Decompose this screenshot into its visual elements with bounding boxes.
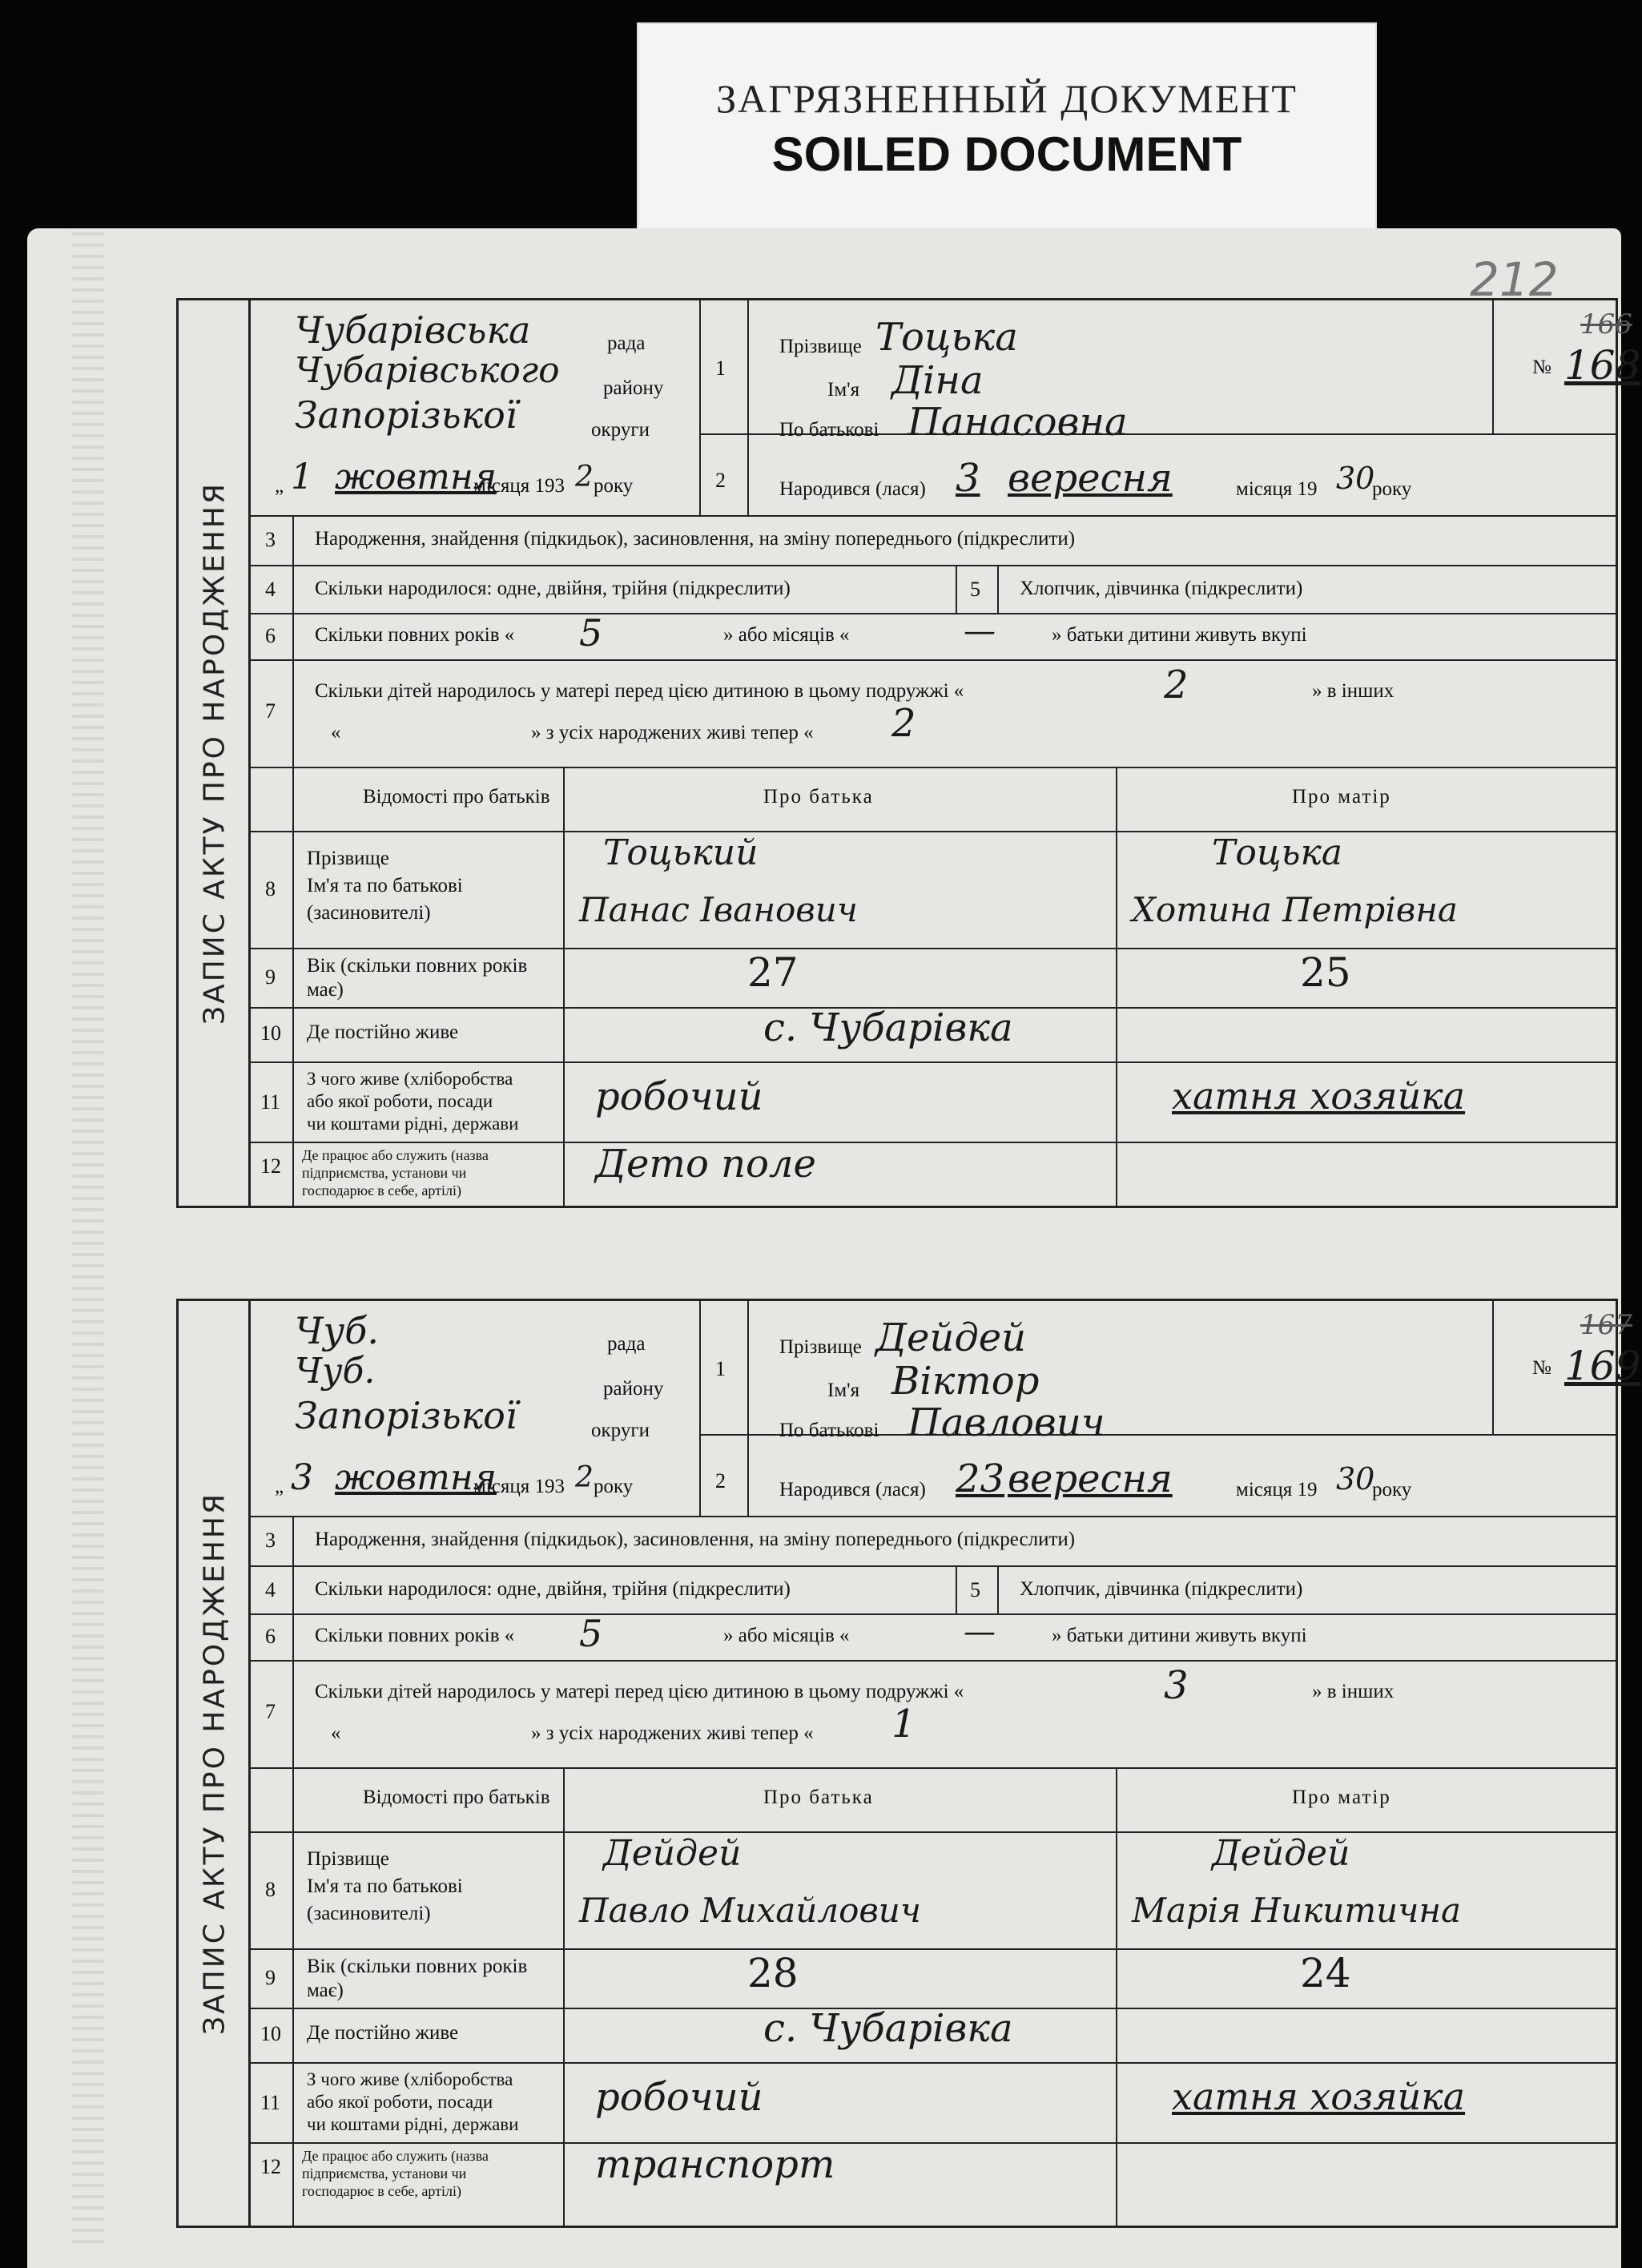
patronymic-label: По батькові [779,419,879,441]
okruga-value: Запорізької [295,1394,517,1437]
row8-label: Прізвище Ім'я та по батькові (засиновителі) [307,1848,463,1924]
parents-header: Відомості про батьків [363,1787,550,1808]
birth-year-value: 30 [1336,461,1375,496]
soiled-document-stamp [637,22,1377,236]
months-together-value: — [964,1613,996,1650]
record-number-value: 169 [1564,1343,1641,1389]
name-label: Ім'я [827,1380,860,1401]
row7-label-a: Скільки дітей народилось у матері перед цією дитиною в цьому подружжі « [315,1681,964,1702]
record-number-crossed: 167 [1580,1309,1632,1341]
father-header: Про батька [763,1787,874,1808]
reg-year-label: року [594,475,634,497]
mother-age-value: 24 [1300,1950,1351,1996]
row-num-7: 7 [265,1700,276,1723]
stamp-text-en: SOILED DOCUMENT [771,127,1242,181]
row8-label: Прізвище Ім'я та по батькові (засиновителі) [307,848,463,924]
row3-label: Народження, знайдення (підкидьок), засиновлення, на зміну попереднього (підкреслити) [315,1529,1076,1550]
name-label: Ім'я [827,379,860,401]
born-month-label: місяця 19 [1236,478,1318,500]
father-header: Про батька [763,786,874,808]
row-num-6: 6 [265,624,276,647]
side-title-box [176,1299,251,2228]
born-year-label: року [1372,1479,1412,1501]
father-surname-value: Дейдей [603,1833,742,1874]
mother-age-value: 25 [1300,949,1351,996]
father-occupation-value: робочий [595,2075,763,2120]
row7-label-a: Скільки дітей народилось у матері перед цією дитиною в цьому подружжі « [315,680,964,702]
mother-header: Про матір [1292,1787,1391,1808]
row-num-5: 5 [970,578,980,601]
row-num-2: 2 [715,469,726,492]
born-label: Народився (лася) [779,478,926,500]
birth-month-value: вересня [1008,1456,1173,1501]
father-surname-value: Тоцький [603,832,759,873]
side-title: ЗАПИС АКТУ ПРО НАРОДЖЕННЯ [198,481,231,1025]
rayon-value: Чубарівського [295,350,560,391]
mother-surname-value: Дейдей [1212,1833,1350,1874]
row7-label-b: » в інших [1312,1681,1394,1702]
okruga-value: Запорізької [295,393,517,437]
parents-header: Відомості про батьків [363,786,550,808]
record-number-label: № [1532,1357,1551,1379]
row7-label-d: » з усіх народжених живі тепер « [531,722,814,743]
mother-name-value: Хотина Петрівна [1132,890,1458,929]
row7-label-b: » в інших [1312,680,1394,702]
row-num-6: 6 [265,1625,276,1648]
row-num-3: 3 [265,528,276,551]
reg-date-open: „ [275,475,284,497]
mother-occupation-value: хатня хозяйка [1172,2075,1466,2118]
reg-month-value: жовтня [335,457,497,498]
row-num-1: 1 [715,1357,726,1380]
row-num-9: 9 [265,965,276,989]
rada-value: Чубарівська [295,308,531,352]
workplace-value: Дето поле [595,1142,816,1186]
patronymic-label: По батькові [779,1420,879,1441]
father-name-value: Павло Михайлович [579,1891,921,1930]
okruga-label: округи [591,419,650,441]
rayon-label: району [603,1378,664,1400]
row11-label: З чого живе (хліборобства або якої роботи, посади чи коштами рідні, держави [307,1069,519,1134]
rayon-label: району [603,377,664,399]
father-age-value: 27 [747,949,799,996]
row6-label-b: » або місяців « [723,624,850,646]
reg-day-value: 1 [291,457,313,498]
mother-name-value: Марія Никитична [1132,1891,1462,1930]
row7-label-d: » з усіх народжених живі тепер « [531,1722,814,1744]
row-num-11: 11 [260,1090,281,1114]
rada-value: Чуб. [295,1309,379,1352]
years-together-value: 5 [579,1612,603,1655]
reg-year-value: 2 [575,1461,594,1494]
row9-label: Вік (скільки повних років має) [307,1956,528,2001]
side-title: ЗАПИС АКТУ ПРО НАРОДЖЕННЯ [198,1492,231,2035]
row7-label-c: « [331,722,341,743]
okruga-label: округи [591,1420,650,1441]
birth-year-value: 30 [1336,1461,1375,1497]
record-number-label: № [1532,357,1551,378]
birth-month-value: вересня [1008,456,1173,501]
reg-year-value: 2 [575,461,594,493]
binding-edge [72,232,104,2251]
row-num-2: 2 [715,1469,726,1493]
father-name-value: Панас Іванович [579,890,858,929]
record-number-crossed: 166 [1580,308,1632,340]
row-num-10: 10 [260,2022,281,2045]
row10-label: Де постійно живе [307,2022,459,2044]
row3-label: Народження, знайдення (підкидьок), засиновлення, на зміну попереднього (підкреслити) [315,528,1076,550]
surname-value: Тоцька [875,315,1018,360]
children-before-value: 2 [1164,663,1189,707]
children-alive-value: 1 [891,1702,916,1746]
workplace-value: транспорт [595,2142,835,2187]
row6-label-a: Скільки повних років « [315,624,515,646]
row7-label-c: « [331,1722,341,1744]
record-number-value: 168 [1564,342,1641,389]
birth-day-value: 3 [956,456,980,501]
reg-day-value: 3 [291,1457,313,1498]
row6-label-c: » батьки дитини живуть вкупі [1052,624,1307,646]
row9-label: Вік (скільки повних років має) [307,955,528,1001]
stamp-text-ru: ЗАГРЯЗНЕННЫЙ ДОКУМЕНТ [716,76,1298,121]
row-num-3: 3 [265,1529,276,1552]
name-value: Діна [891,358,984,403]
children-before-value: 3 [1164,1663,1189,1708]
rada-label: рада [607,1333,646,1355]
row-num-9: 9 [265,1966,276,1989]
patronymic-value: Панасовна [908,400,1128,445]
residence-value: с. Чубарівка [763,2006,1013,2051]
row5-label: Хлопчик, дівчинка (підкреслити) [1020,578,1303,599]
residence-value: с. Чубарівка [763,1005,1013,1050]
row-num-5: 5 [970,1578,980,1601]
record-form [248,298,1641,1208]
row5-label: Хлопчик, дівчинка (підкреслити) [1020,1578,1303,1600]
years-together-value: 5 [579,611,603,655]
row-num-1: 1 [715,357,726,380]
born-year-label: року [1372,478,1412,500]
row11-label: З чого живе (хліборобства або якої роботи, посади чи коштами рідні, держави [307,2069,519,2134]
reg-month-label: місяця 193 [473,1476,565,1497]
months-together-value: — [964,613,996,650]
row-num-12: 12 [260,2155,281,2178]
row6-label-b: » або місяців « [723,1625,850,1646]
surname-value: Дейдей [875,1315,1027,1360]
row10-label: Де постійно живе [307,1021,459,1043]
row-num-7: 7 [265,699,276,723]
birth-day-value: 23 [956,1456,1005,1501]
row-num-12: 12 [260,1154,281,1178]
row-num-4: 4 [265,1578,276,1601]
father-age-value: 28 [747,1950,799,1996]
born-month-label: місяця 19 [1236,1479,1318,1501]
row12-label: Де працює або служить (назва підприємства, установи чи господарює в себе, артілі) [302,1147,489,1198]
mother-occupation-value: хатня хозяйка [1172,1074,1466,1118]
row6-label-a: Скільки повних років « [315,1625,515,1646]
birth-record-1 [176,298,1641,1208]
row-num-11: 11 [260,2091,281,2114]
mother-surname-value: Тоцька [1212,832,1343,873]
row-num-10: 10 [260,1021,281,1045]
name-value: Віктор [891,1359,1040,1404]
side-title-box [176,298,251,1208]
mother-header: Про матір [1292,786,1391,808]
row6-label-c: » батьки дитини живуть вкупі [1052,1625,1307,1646]
row-num-8: 8 [265,1878,276,1901]
page-number: 212 [1470,252,1559,307]
patronymic-value: Павлович [908,1400,1105,1445]
row12-label: Де працює або служить (назва підприємства, установи чи господарює в себе, артілі) [302,2148,489,2199]
rayon-value: Чуб. [295,1351,376,1392]
rada-label: рада [607,332,646,354]
surname-label: Прізвище [779,336,862,357]
row-num-8: 8 [265,877,276,900]
reg-year-label: року [594,1476,634,1497]
row-num-4: 4 [265,578,276,601]
children-alive-value: 2 [891,701,916,746]
father-occupation-value: робочий [595,1074,763,1119]
born-label: Народився (лася) [779,1479,926,1501]
reg-date-open: „ [275,1476,284,1497]
record-form [248,1299,1641,2228]
row4-label: Скільки народилося: одне, двійня, трійня (підкреслити) [315,1578,791,1600]
row4-label: Скільки народилося: одне, двійня, трійня (підкреслити) [315,578,791,599]
surname-label: Прізвище [779,1336,862,1358]
birth-record-2 [176,1299,1641,2228]
reg-month-label: місяця 193 [473,475,565,497]
reg-month-value: жовтня [335,1457,497,1498]
